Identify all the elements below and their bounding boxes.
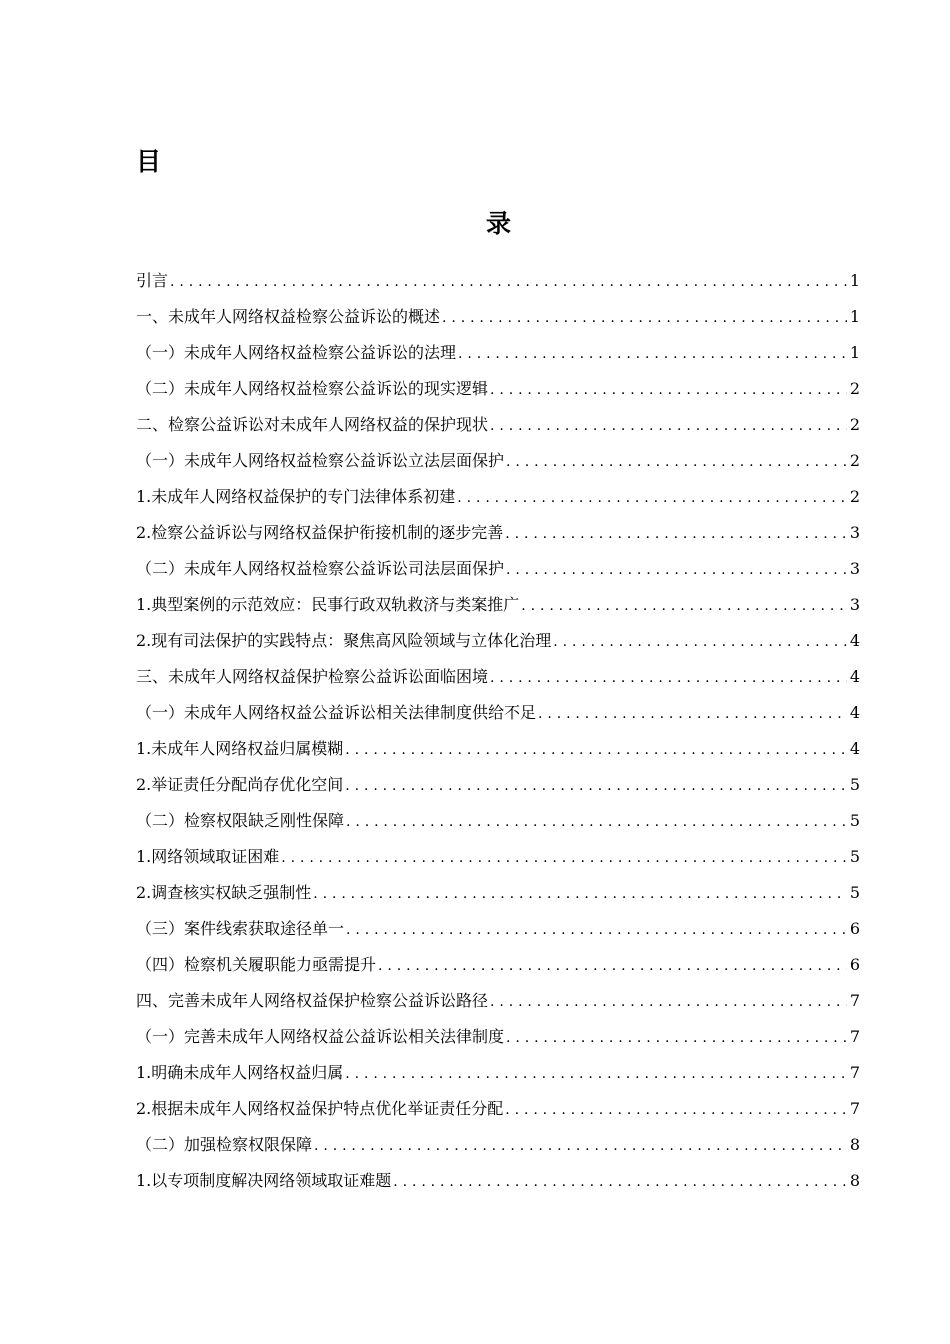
toc-page-number: 5	[849, 775, 860, 794]
toc-dot-leader	[506, 444, 847, 480]
toc-entry[interactable]	[136, 983, 860, 1019]
toc-dot-leader	[490, 660, 847, 696]
toc-dot-leader	[393, 1164, 847, 1200]
toc-page-number: 5	[849, 883, 860, 902]
toc-entry[interactable]	[136, 1019, 860, 1055]
toc-dot-leader	[521, 588, 847, 624]
toc-page-number: 1	[849, 343, 860, 362]
toc-page-number: 2	[849, 379, 860, 398]
toc-dot-leader	[345, 1056, 847, 1092]
toc-page-number: 2	[849, 415, 860, 434]
toc-dot-leader	[314, 1128, 847, 1164]
toc-dot-leader	[506, 552, 847, 588]
toc-entry-text: 引言	[136, 271, 169, 290]
toc-dot-leader	[490, 372, 847, 408]
toc-entry[interactable]	[136, 839, 860, 875]
toc-entry-text: （一）未成年人网络权益公益诉讼相关法律制度供给不足	[136, 703, 537, 722]
toc-entry-text: （一）未成年人网络权益检察公益诉讼立法层面保护	[136, 451, 505, 470]
toc-entry-text: （二）加强检察权限保障	[136, 1135, 313, 1154]
toc-entry-text: 1.以专项制度解决网络领域取证难题	[136, 1171, 392, 1190]
toc-entry[interactable]	[136, 875, 860, 911]
toc-entry[interactable]	[136, 299, 860, 335]
toc-entry[interactable]	[136, 371, 860, 407]
toc-page-number: 7	[849, 991, 860, 1010]
toc-entry[interactable]	[136, 587, 860, 623]
toc-entry[interactable]	[136, 911, 860, 947]
toc-entry[interactable]	[136, 407, 860, 443]
toc-dot-leader	[378, 948, 847, 984]
toc-page-number: 3	[849, 595, 860, 614]
toc-page-number: 2	[849, 487, 860, 506]
toc-entry-text: 1.典型案例的示范效应：民事行政双轨救济与类案推广	[136, 595, 520, 614]
toc-dot-leader	[458, 336, 847, 372]
toc-entry[interactable]	[136, 1163, 860, 1199]
toc-entry[interactable]	[136, 947, 860, 983]
toc-entry-text: 2.根据未成年人网络权益保护特点优化举证责任分配	[136, 1099, 504, 1118]
toc-dot-leader	[505, 516, 847, 552]
toc-page-number: 3	[849, 559, 860, 578]
toc-dot-leader	[490, 408, 847, 444]
table-of-contents	[136, 263, 860, 1199]
toc-entry-text: （二）检察权限缺乏刚性保障	[136, 811, 345, 830]
toc-page-number: 4	[849, 703, 860, 722]
toc-entry[interactable]	[136, 263, 860, 299]
toc-dot-leader	[346, 804, 847, 840]
toc-dot-leader	[442, 300, 847, 336]
toc-entry-text: （二）未成年人网络权益检察公益诉讼司法层面保护	[136, 559, 505, 578]
toc-dot-leader	[346, 912, 847, 948]
toc-entry-text: （一）未成年人网络权益检察公益诉讼的法理	[136, 343, 457, 362]
toc-entry-text: 2.调查核实权缺乏强制性	[136, 883, 312, 902]
toc-page-number: 1	[849, 271, 860, 290]
toc-entry-text: 二、检察公益诉讼对未成年人网络权益的保护现状	[136, 415, 489, 434]
toc-dot-leader	[281, 840, 847, 876]
toc-entry-text: 2.检察公益诉讼与网络权益保护衔接机制的逐步完善	[136, 523, 504, 542]
toc-entry[interactable]	[136, 551, 860, 587]
toc-dot-leader	[345, 732, 847, 768]
toc-entry[interactable]	[136, 731, 860, 767]
toc-dot-leader	[313, 876, 847, 912]
toc-page-number: 6	[849, 919, 860, 938]
toc-entry[interactable]	[136, 695, 860, 731]
toc-entry[interactable]	[136, 1055, 860, 1091]
toc-entry-text: 1.明确未成年人网络权益归属	[136, 1063, 344, 1082]
toc-entry[interactable]	[136, 623, 860, 659]
toc-title-char-1: 目	[136, 147, 162, 176]
toc-entry-text: 一、未成年人网络权益检察公益诉讼的概述	[136, 307, 441, 326]
toc-entry-text: （二）未成年人网络权益检察公益诉讼的现实逻辑	[136, 379, 489, 398]
toc-page-number: 7	[849, 1063, 860, 1082]
toc-dot-leader	[490, 984, 847, 1020]
toc-page-number: 5	[849, 811, 860, 830]
toc-entry-text: 三、未成年人网络权益保护检察公益诉讼面临困境	[136, 667, 489, 686]
toc-page-number: 1	[849, 307, 860, 326]
toc-entry-text: （三）案件线索获取途径单一	[136, 919, 345, 938]
toc-page-number: 5	[849, 847, 860, 866]
toc-entry[interactable]	[136, 767, 860, 803]
toc-entry[interactable]	[136, 479, 860, 515]
toc-dot-leader	[553, 624, 847, 660]
toc-entry-text: 2.现有司法保护的实践特点：聚焦高风险领域与立体化治理	[136, 631, 552, 650]
toc-entry[interactable]	[136, 803, 860, 839]
toc-page-number: 4	[849, 667, 860, 686]
toc-entry[interactable]	[136, 1127, 860, 1163]
toc-entry[interactable]	[136, 515, 860, 551]
toc-title-char-2: 录	[485, 209, 511, 238]
toc-dot-leader	[457, 480, 847, 516]
toc-entry-text: 1.未成年人网络权益保护的专门法律体系初建	[136, 487, 456, 506]
toc-page-number: 4	[849, 739, 860, 758]
toc-dot-leader	[538, 696, 847, 732]
toc-entry[interactable]	[136, 443, 860, 479]
toc-dot-leader	[505, 1092, 847, 1128]
toc-page-number: 7	[849, 1027, 860, 1046]
toc-entry-text: （一）完善未成年人网络权益公益诉讼相关法律制度	[136, 1027, 505, 1046]
toc-page-number: 4	[849, 631, 860, 650]
toc-entry[interactable]	[136, 1091, 860, 1127]
toc-entry[interactable]	[136, 659, 860, 695]
toc-entry[interactable]	[136, 335, 860, 371]
toc-page-number: 8	[849, 1135, 860, 1154]
toc-dot-leader	[506, 1020, 847, 1056]
toc-entry-text: 1.网络领域取证困难	[136, 847, 280, 866]
toc-entry-text: （四）检察机关履职能力亟需提升	[136, 955, 377, 974]
toc-entry-text: 2.举证责任分配尚存优化空间	[136, 775, 344, 794]
toc-page-number: 6	[849, 955, 860, 974]
toc-page-number: 2	[849, 451, 860, 470]
toc-page-number: 7	[849, 1099, 860, 1118]
toc-page-number: 3	[849, 523, 860, 542]
toc-entry-text: 四、完善未成年人网络权益保护检察公益诉讼路径	[136, 991, 489, 1010]
toc-entry-text: 1.未成年人网络权益归属模糊	[136, 739, 344, 758]
toc-page-number: 8	[849, 1171, 860, 1190]
toc-dot-leader	[345, 768, 847, 804]
toc-dot-leader	[170, 264, 847, 300]
